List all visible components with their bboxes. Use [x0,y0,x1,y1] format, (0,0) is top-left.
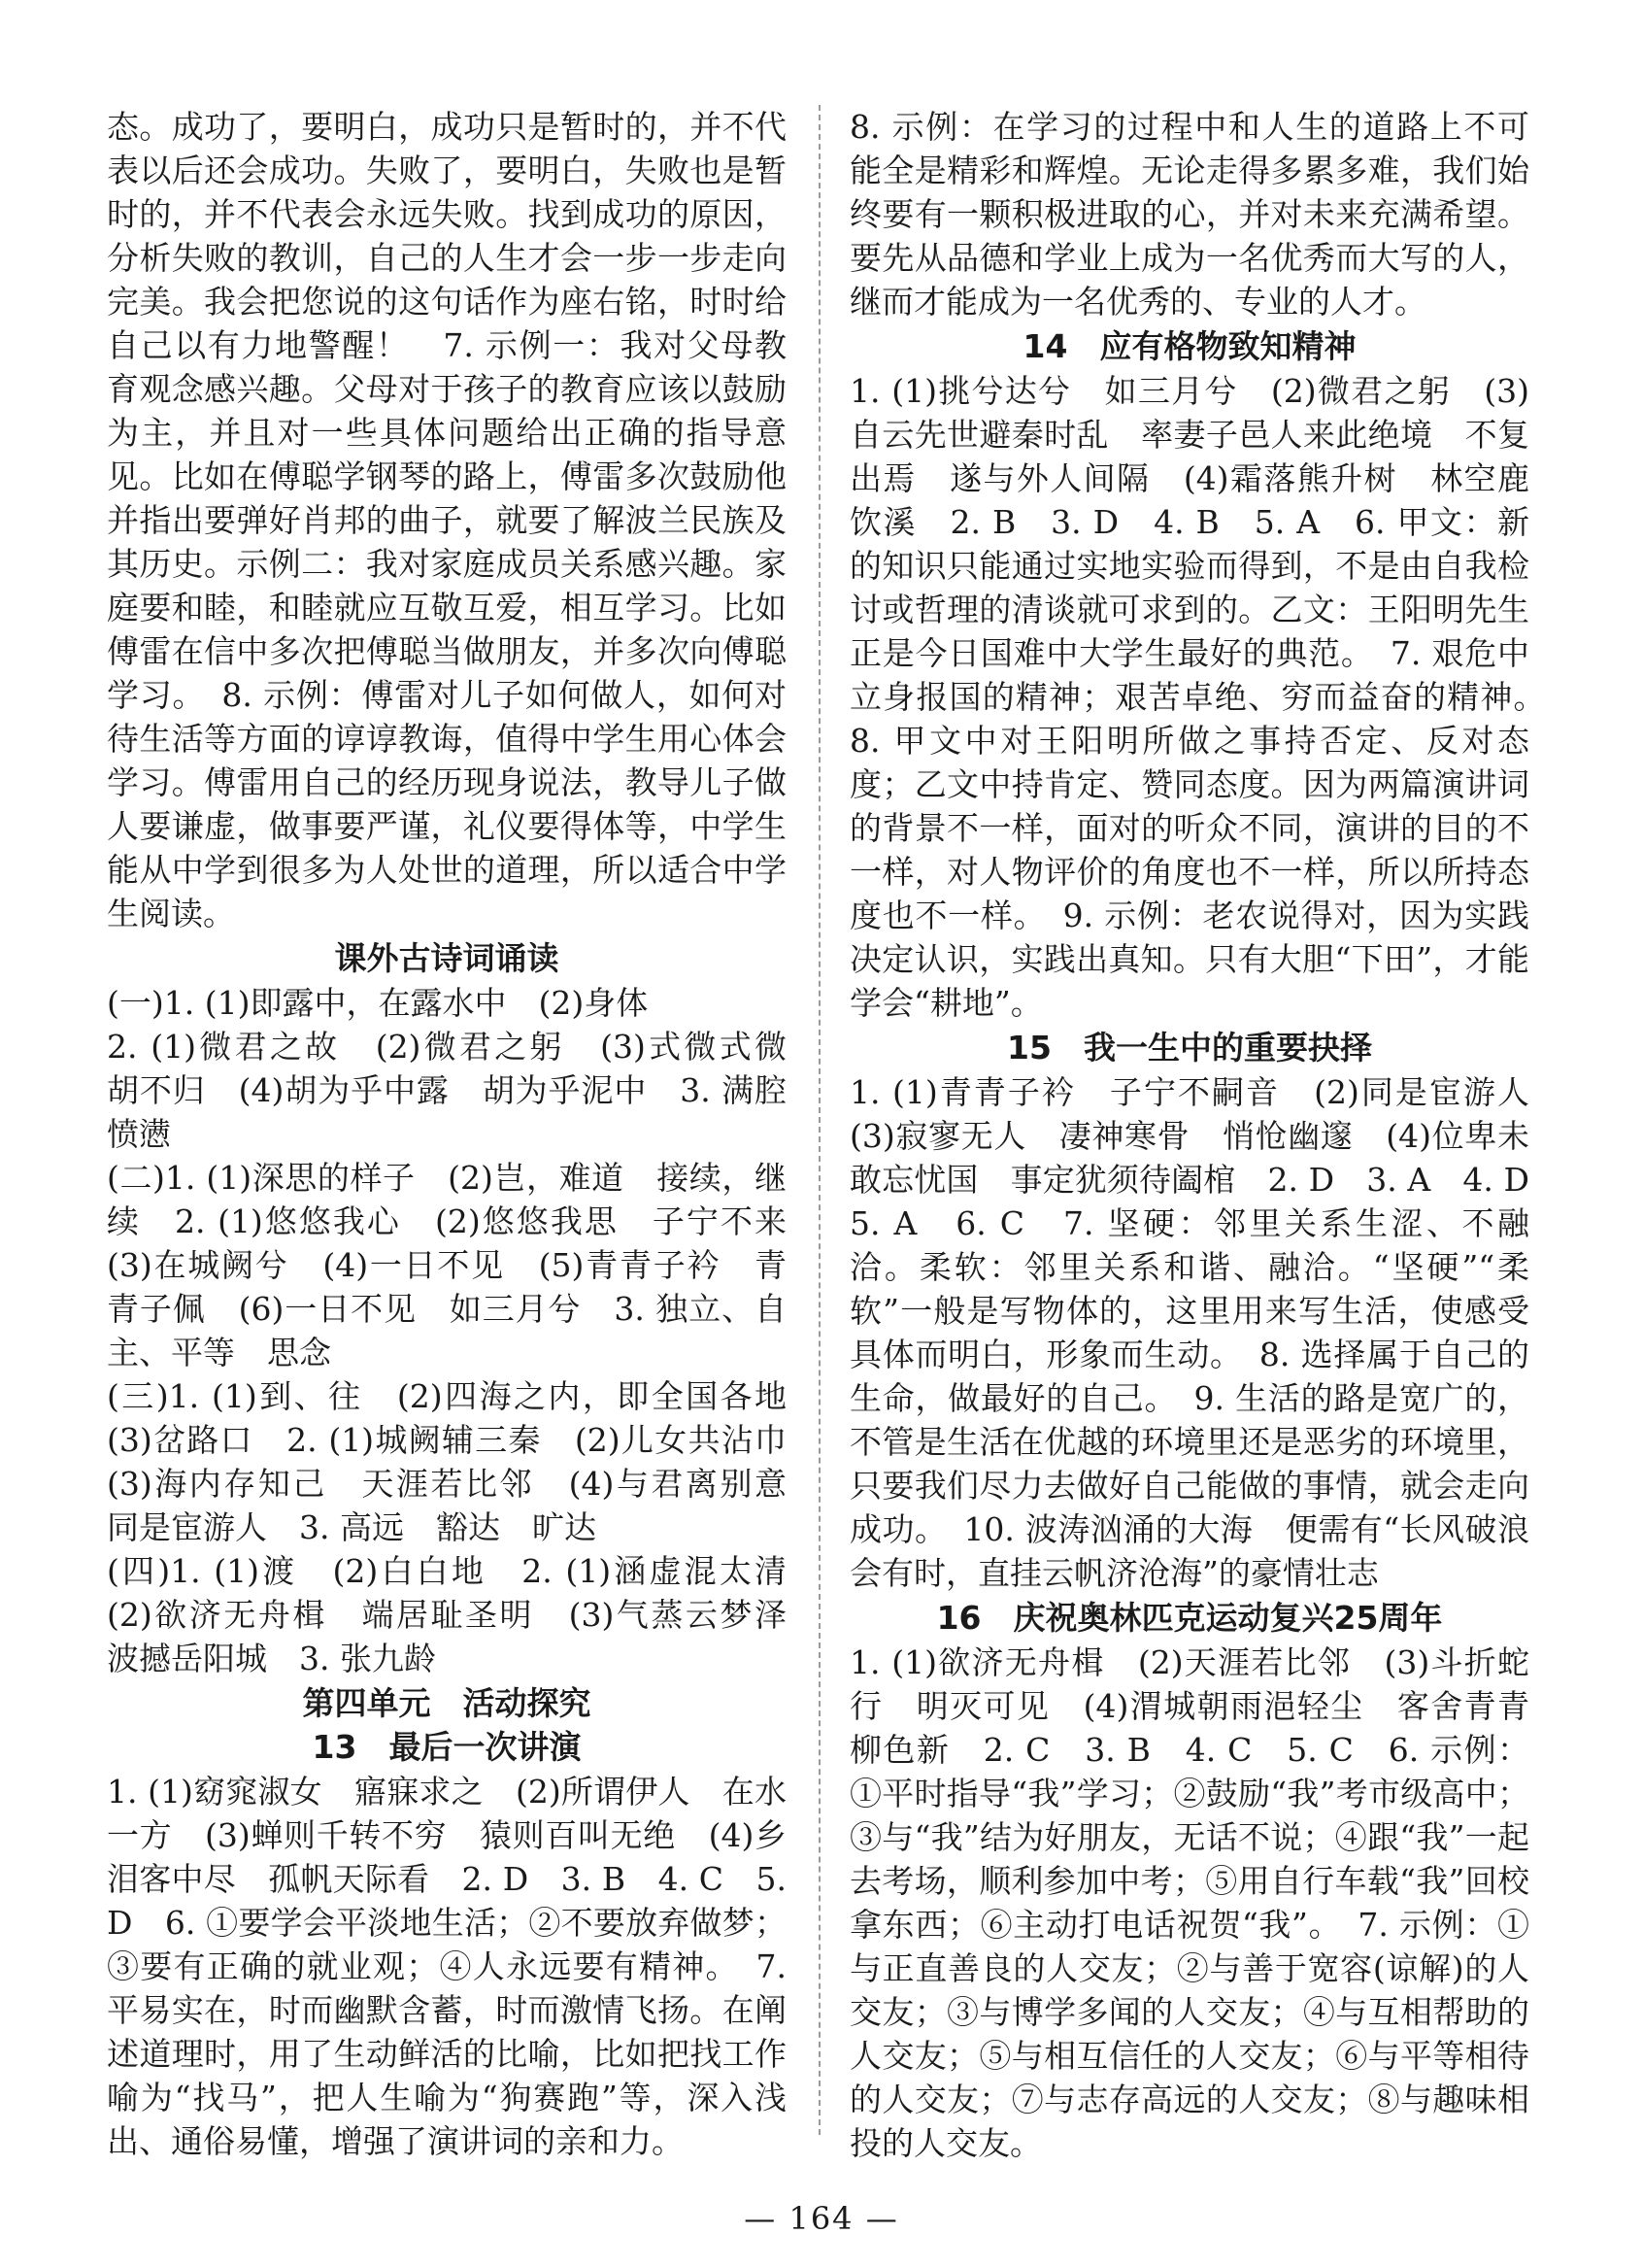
left-section-heading: 13 最后一次讲演 [312,1728,582,1766]
left-answer-paragraph: (三)1. (1)到、往 (2)四海之内，即全国各地 (3)岔路口 2. (1)城阙辅三秦 (2)儿女共沾巾 (3)海内存知己 天涯若比邻 (4)与君离别意 同是宦游人 3. 高远 豁达 旷达 [107,1377,819,1546]
left-answer-paragraph: (四)1. (1)渡 (2)白白地 2. (1)涵虚混太清 (2)欲济无舟楫 端居耻圣明 (3)气蒸云梦泽 波撼岳阳城 3. 张九龄 [107,1552,819,1677]
left-section-heading: 第四单元 活动探究 [302,1684,591,1722]
left-answer-paragraph: 2. (1)微君之故 (2)微君之躬 (3)式微式微 胡不归 (4)胡为乎中露 胡为乎泥中 3. 满腔愤懑 [107,1028,819,1153]
left-answer-paragraph: 1. (1)窈窕淑女 寤寐求之 (2)所谓伊人 在水一方 (3)蝉则千转不穷 猿则百叫无绝 (4)乡泪客中尽 孤帆天际看 2. D 3. B 4. C 5. D 6. ①要学会平淡地生活；②不要放弃做梦；③要有正确的就业观；④人永远要有精神。 7. 平易实在，时而幽默含蓄，时而激情飞扬。在阐述道理时，用了生动鲜活的比喻，比如把找工作喻为“找马”，把人生喻为“狗赛跑”等，深入浅出、通俗易懂，增强了演讲词的亲和力。 [107,1773,787,2160]
right-section-heading: 14 应有格物致知精神 [1023,327,1357,365]
right-section-heading: 15 我一生中的重要抉择 [1007,1029,1372,1066]
right-answer-paragraph: 1. (1)欲济无舟楫 (2)天涯若比邻 (3)斗折蛇行 明灭可见 (4)渭城朝雨浥轻尘 客舍青青柳色新 2. C 3. B 4. C 5. C 6. 示例：①平时指导“我”学习；②鼓励“我”考市级高中；③与“我”结为好朋友，无话不说；④跟“我”一起去考场，顺利参加中考；⑤用自行车载“我”回校拿东西；⑥主动打电话祝贺“我”。 7. 示例：①与正直善良的人交友；②与善于宽容(谅解)的人交友；③与博学多闻的人交友；④与互相帮助的人交友；⑤与相互信任的人交友；⑥与平等相待的人交友；⑦与志存高远的人交友；⑧与趣味相投的人交友。 [850,1643,1529,2162]
left-answer-paragraph: (二)1. (1)深思的样子 (2)岂，难道 接续，继续 2. (1)悠悠我心 (2)悠悠我思 子宁不来 (3)在城阙兮 (4)一日不见 (5)青青子衿 青青子佩 (6)一日不见 如三月兮 3. 独立、自主、平等 思念 [107,1159,819,1371]
left-column [107,105,819,2160]
right-column [850,105,1561,2162]
right-section-heading: 16 庆祝奥林匹克运动复兴25周年 [936,1599,1443,1637]
left-section-heading: 课外古诗词诵读 [334,939,559,977]
right-answer-paragraph: 1. (1)青青子衿 子宁不嗣音 (2)同是宦游人 (3)寂寥无人 凄神寒骨 悄怆幽邃 (4)位卑未敢忘忧国 事定犹须待阖棺 2. D 3. A 4. D 5. A 6. C 7. 坚硬：邻里关系生涩、不融洽。柔软：邻里关系和谐、融洽。“坚硬”“柔软”一般是写物体的，这里用来写生活，使感受具体而明白，形象而生动。 8. 选择属于自己的生命，做最好的自己。 9. 生活的路是宽广的，不管是生活在优越的环境里还是恶劣的环境里，只要我们尽力去做好自己能做的事情，就会走向成功。 10. 波涛汹涌的大海 便需有“长风破浪会有时，直挂云帆济沧海”的豪情壮志 [850,1073,1561,1592]
column-divider [819,105,821,2135]
left-answer-paragraph: (一)1. (1)即露中，在露水中 (2)身体 [107,984,649,1022]
left-answer-paragraph: 态。成功了，要明白，成功只是暂时的，并不代表以后还会成功。失败了，要明白，失败也是暂时的，并不代表会永远失败。找到成功的原因，分析失败的教训，自己的人生才会一步一步走向完美。我会把您说的这句话作为座右铭，时时给自己以有力地警醒！ 7. 示例一：我对父母教育观念感兴趣。父母对于孩子的教育应该以鼓励为主，并且对一些具体问题给出正确的指导意见。比如在傅聪学钢琴的路上，傅雷多次鼓励他并指出要弹好肖邦的曲子，就要了解波兰民族及其历史。示例二：我对家庭成员关系感兴趣。家庭要和睦，和睦就应互敬互爱，相互学习。比如傅雷在信中多次把傅聪当做朋友，并多次向傅聪学习。 8. 示例：傅雷对儿子如何做人，如何对待生活等方面的谆谆教诲，值得中学生用心体会学习。傅雷用自己的经历现身说法，教导儿子做人要谦虚，做事要严谨，礼仪要得体等，中学生能从中学到很多为人处世的道理，所以适合中学生阅读。 [107,108,787,932]
right-answer-paragraph: 8. 示例：在学习的过程中和人生的道路上不可能全是精彩和辉煌。无论走得多累多难，我们始终要有一颗积极进取的心，并对未来充满希望。要先从品德和学业上成为一名优秀而大写的人，继而才能成为一名优秀的、专业的人才。 [850,108,1529,321]
page-number: — 164 — [744,2200,899,2237]
right-answer-paragraph: 1. (1)挑兮达兮 如三月兮 (2)微君之躬 (3)自云先世避秦时乱 率妻子邑人来此绝境 不复出焉 遂与外人间隔 (4)霜落熊升树 林空鹿饮溪 2. B 3. D 4. B 5. A 6. 甲文：新的知识只能通过实地实验而得到，不是由自我检讨或哲理的清谈就可求到的。乙文：王阳明先生正是今日国难中大学生最好的典范。 7. 艰危中立身报国的精神；艰苦卓绝、穷而益奋的精神。 8. 甲文中对王阳明所做之事持否定、反对态度；乙文中持肯定、赞同态度。因为两篇演讲词的背景不一样，面对的听众不同，演讲的目的不一样，对人物评价的角度也不一样，所以所持态度也不一样。 9. 示例：老农说得对，因为实践决定认识，实践出真知。只有大胆“下田”，才能学会“耕地”。 [850,372,1561,1022]
